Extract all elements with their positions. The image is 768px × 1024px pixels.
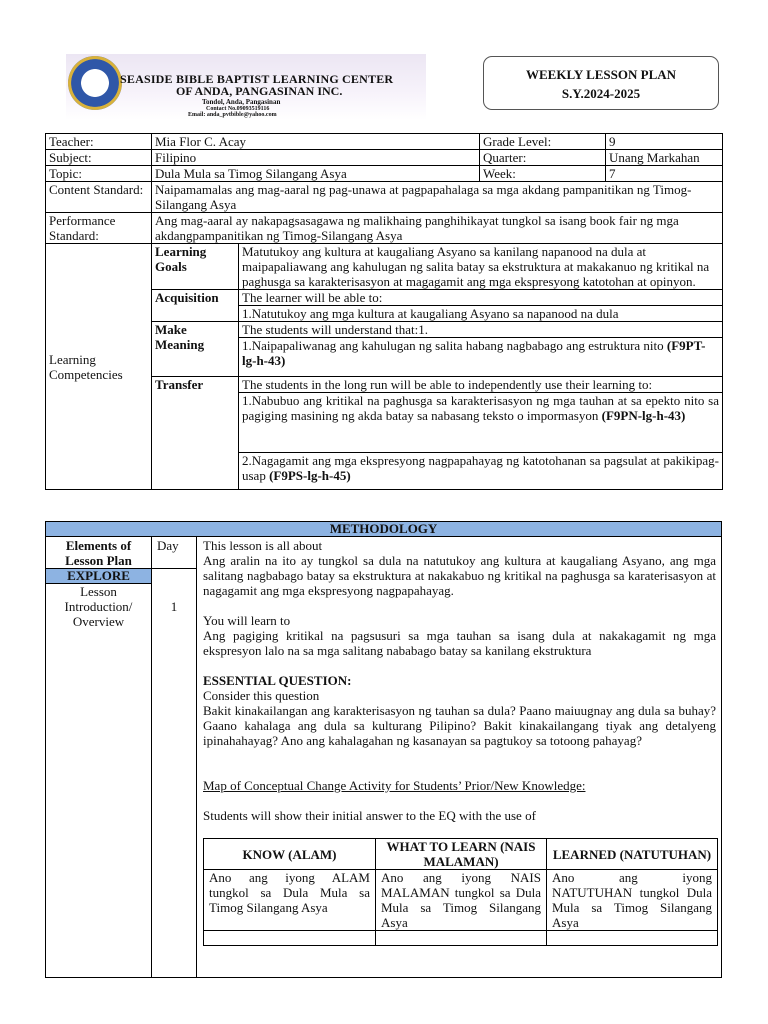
klt-prompt-row <box>204 870 718 931</box>
transfer-item1-code: (F9PN-lg-h-43) <box>601 408 686 423</box>
plan-title: WEEKLY LESSON PLAN <box>525 67 677 82</box>
week-label: Week: <box>480 166 606 182</box>
want-header: WHAT TO LEARN (NAIS MALAMAN) <box>376 839 547 870</box>
performance-standard-label: Performance Standard: <box>46 213 152 244</box>
about-text: Ang aralin na ito ay tungkol sa dula na natutukoy ang kultura at kaugaliang Asyano, ang mga salitang nagbabago batay sa ekstruktura at nakakabuo ng kritikal na paghusga sa karaterisasyon at nagagamit ang mga ekspresyong nagpapahayag. <box>203 553 716 598</box>
teacher-row <box>46 134 723 150</box>
klt-empty-row <box>204 931 718 946</box>
column-divider <box>196 537 197 978</box>
school-seal-icon <box>68 56 122 110</box>
know-header: KNOW (ALAM) <box>204 839 376 870</box>
learn-text: Ang pagiging kritikal na pagsusuri sa mga tauhan sa isang dula at nakakagamit ng mga ekspresyon lalo na sa mga salitang nababago batay sa kanilang ekstruktura <box>203 628 716 658</box>
make-meaning-item <box>239 338 723 377</box>
transfer-item1 <box>239 393 723 453</box>
map-heading: Map of Conceptual Change Activity for Students’ Prior/New Knowledge: <box>203 778 586 793</box>
subject-label: Subject: <box>46 150 152 166</box>
klt-chart-table <box>203 838 718 946</box>
learned-header: LEARNED (NATUTUHAN) <box>547 839 718 870</box>
transfer-intro: The students in the long run will be able to independently use their learning to: <box>239 377 723 393</box>
learned-cell: Ano ang iyong NATUTUHAN tungkol Dula Mula sa Timog Silangang Asya <box>547 870 718 931</box>
make-meaning-code: (F9PT-lg-h-43) <box>242 338 706 368</box>
learning-goals-text: Matutukoy ang kultura at kaugaliang Asyano sa kanilang napanood na dula at maipapaliawang ang kahulugan ng salita batay sa ekstruktura at makakanuo ng kritikal na paghusga sa karakterisasyon at magagamit ang mga ekspresyong katotohan at opinyon. <box>239 244 723 290</box>
make-meaning-label: Make Meaning <box>152 322 239 377</box>
acquisition-label: Acquisition <box>152 290 239 322</box>
topic-label: Topic: <box>46 166 152 182</box>
school-logo-banner <box>66 54 426 120</box>
content-standard-value: Naipamamalas ang mag-aaral ng pag-unawa at pagpapahalaga sa mga akdang pampanitikan ng Timog-Silangang Asya <box>152 182 723 213</box>
subject-row <box>46 150 723 166</box>
know-answer-cell[interactable] <box>204 931 376 946</box>
learning-goals-label: Learning Goals <box>152 244 239 290</box>
transfer-label: Transfer <box>152 377 239 490</box>
grade-label: Grade Level: <box>480 134 606 150</box>
school-contact: Contact No.09093519116 <box>206 106 270 112</box>
klt-header-row <box>204 839 718 870</box>
lesson-info-table <box>45 133 723 490</box>
school-name-line2: OF ANDA, PANGASINAN INC. <box>176 84 343 98</box>
school-email: Email: anda_pvtbible@yahoo.com <box>188 112 277 118</box>
acquisition-intro: The learner will be able to: <box>239 290 723 306</box>
explore-label: EXPLORE <box>46 568 151 584</box>
school-year: S.Y.2024-2025 <box>561 86 641 101</box>
know-cell: Ano ang iyong ALAM tungkol sa Dula Mula sa Timog Silangang Asya <box>204 870 376 931</box>
essential-question-heading: ESSENTIAL QUESTION: <box>203 673 352 688</box>
make-meaning-item-text: 1.Naipapaliwanag ang kahulugan ng salita habang nagbabago ang estruktura nito <box>242 338 664 353</box>
elements-of-lesson-plan-label: Elements of Lesson Plan <box>65 538 132 568</box>
content-standard-label: Content Standard: <box>46 182 152 213</box>
students-text: Students will show their initial answer to the EQ with the use of <box>203 808 536 823</box>
day-divider <box>151 568 196 569</box>
quarter-label: Quarter: <box>480 150 606 166</box>
acquisition-item: 1.Natutukoy ang mga kultura at kaugaliang Asyano sa napanood na dula <box>239 306 723 322</box>
transfer-item2-text: 2.Nagagamit ang mga ekspresyong nagpapahayag ng katotohanan sa pagsulat at pakikipag-usap <box>242 453 719 483</box>
learning-competencies-label: Learning Competencies <box>46 244 152 490</box>
teacher-value: Mia Flor C. Acay <box>152 134 480 150</box>
content-standard-row <box>46 182 723 213</box>
day-number: 1 <box>170 599 178 614</box>
lesson-overview-content <box>203 538 716 823</box>
performance-standard-value: Ang mag-aaral ay nakapagsasagawa ng malikhaing panghihikayat tungkol sa isang book fair ng mga akdangpampanitikan ng Timog-Silangang Asya <box>152 213 723 244</box>
performance-standard-row <box>46 213 723 244</box>
teacher-label: Teacher: <box>46 134 152 150</box>
subject-value: Filipino <box>152 150 480 166</box>
school-address: Tondol, Anda, Pangasinan <box>202 98 281 106</box>
topic-row <box>46 166 723 182</box>
topic-value: Dula Mula sa Timog Silangang Asya <box>152 166 480 182</box>
plan-title-box <box>483 56 719 110</box>
want-answer-cell[interactable] <box>376 931 547 946</box>
about-intro: This lesson is all about <box>203 538 323 553</box>
methodology-title: METHODOLOGY <box>45 521 722 537</box>
transfer-item2 <box>239 453 723 490</box>
lesson-introduction-label: Lesson Introduction/ Overview <box>64 584 133 629</box>
make-meaning-intro: The students will understand that:1. <box>239 322 723 338</box>
learning-goals-row <box>46 244 723 290</box>
transfer-item1-text: 1.Nabubuo ang kritikal na paghusga sa karakterisasyon ng mga tauhan at sa epekto nito sa pagiging masining ng akda batay sa nabasang teksto o impormasyon <box>242 393 719 423</box>
day-label: Day <box>157 538 179 553</box>
quarter-value: Unang Markahan <box>606 150 723 166</box>
school-name-line1: SEASIDE BIBLE BAPTIST LEARNING CENTER <box>120 72 394 86</box>
week-value: 7 <box>606 166 723 182</box>
learn-intro: You will learn to <box>203 613 291 628</box>
essential-question-intro: Consider this question <box>203 688 320 703</box>
transfer-item2-code: (F9PS-lg-h-45) <box>269 468 351 483</box>
learned-answer-cell[interactable] <box>547 931 718 946</box>
grade-value: 9 <box>606 134 723 150</box>
want-cell: Ano ang iyong NAIS MALAMAN tungkol sa Dula Mula sa Timog Silangang Asya <box>376 870 547 931</box>
essential-question-text: Bakit kinakailangan ang karakterisasyon ng tauhan sa dula? Paano maiuugnay ang dula sa buhay? Gaano kahalaga ang dula sa kulturang Pilipino? Bakit kinakailangang tiyak ang detalyeng ipinahahayag? Ano ang kahalagahan ng kasanayan sa pagtukoy sa totoong pahayag? <box>203 703 716 748</box>
